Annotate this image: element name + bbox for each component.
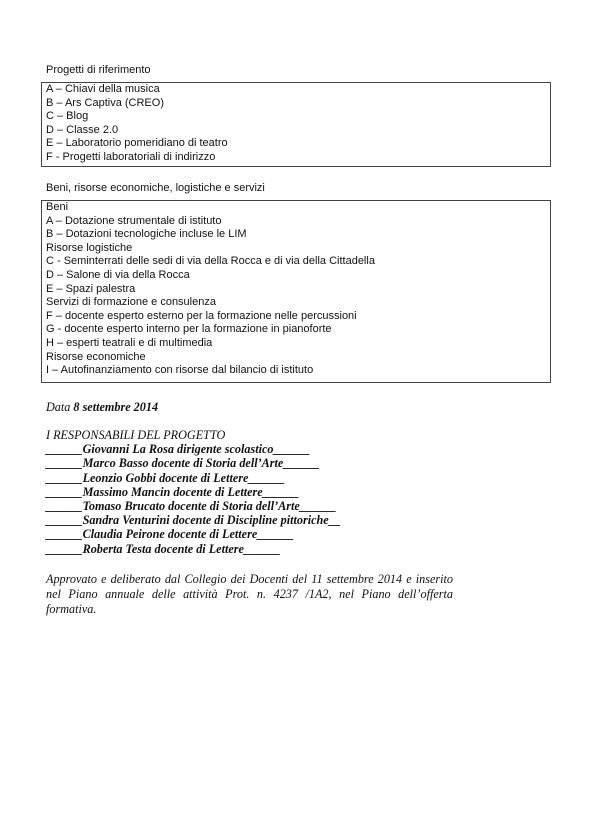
progetti-item: A – Chiavi della musica (46, 83, 160, 95)
progetti-box (41, 82, 551, 167)
beni-item: C - Seminterrati delle sedi di via della Rocca e di via della Cittadella (46, 255, 375, 268)
beni-box (41, 200, 551, 383)
progetti-item: E – Laboratorio pomeridiano di teatro (46, 137, 228, 150)
progetti-item: F - Progetti laboratoriali di indirizzo (46, 150, 216, 163)
beni-heading: Beni, risorse economiche, logistiche e servizi (46, 182, 265, 194)
beni-item: H – esperti teatrali e di multimedia (46, 336, 213, 349)
progetti-item: B – Ars Captiva (CREO) (46, 96, 164, 109)
responsabile-signature-line: ______Claudia Peirone docente di Lettere______ (46, 527, 294, 542)
beni-item: I – Autofinanziamento con risorse dal bilancio di istituto (46, 364, 314, 377)
progetti-list (46, 83, 550, 165)
date-label: Data (46, 400, 71, 414)
beni-item: Servizi di formazione e consulenza (46, 296, 216, 309)
responsabili-section (46, 428, 341, 556)
responsabile-signature-line: ______Marco Basso docente di Storia dell’Arte______ (46, 456, 320, 471)
responsabile-signature-line: ______Giovanni La Rosa dirigente scolastico______ (46, 442, 311, 457)
date-value: 8 settembre 2014 (73, 400, 159, 414)
responsabili-list (46, 442, 341, 556)
beni-item: B – Dotazioni tecnologiche incluse le LIM (46, 228, 247, 241)
beni-item: Beni (46, 201, 69, 213)
beni-list (46, 201, 550, 378)
beni-item: Risorse economiche (46, 350, 146, 363)
responsabile-signature-line: ______Roberta Testa docente di Lettere______ (46, 541, 281, 556)
date-line (46, 400, 158, 414)
beni-item: D – Salone di via della Rocca (46, 268, 190, 281)
responsabili-title: I RESPONSABILI DEL PROGETTO (46, 428, 226, 442)
progetti-heading: Progetti di riferimento (46, 64, 151, 76)
beni-item: F – docente esperto esterno per la formazione nelle percussioni (46, 309, 357, 322)
beni-item: E – Spazi palestra (46, 282, 136, 295)
approval-note: Approvato e deliberato dal Collegio dei Docenti del 11 settembre 2014 e inserito nel Piano annuale delle attività Prot. n. 4237 /1A2, nel Piano dell’offerta formativa. (46, 572, 453, 616)
responsabile-signature-line: ______Massimo Mancin docente di Lettere______ (46, 484, 300, 499)
beni-item: G - docente esperto interno per la formazione in pianoforte (46, 323, 332, 336)
progetti-item: D – Classe 2.0 (46, 123, 119, 136)
progetti-item: C – Blog (46, 110, 89, 123)
responsabile-signature-line: ______Leonzio Gobbi docente di Lettere______ (46, 470, 285, 485)
beni-item: Risorse logistiche (46, 241, 133, 254)
beni-item: A – Dotazione strumentale di istituto (46, 214, 222, 227)
responsabile-signature-line: ______Tomaso Brucato docente di Storia dell’Arte______ (46, 499, 337, 514)
responsabile-signature-line: ______Sandra Venturini docente di Discipline pittoriche__ (46, 513, 341, 528)
